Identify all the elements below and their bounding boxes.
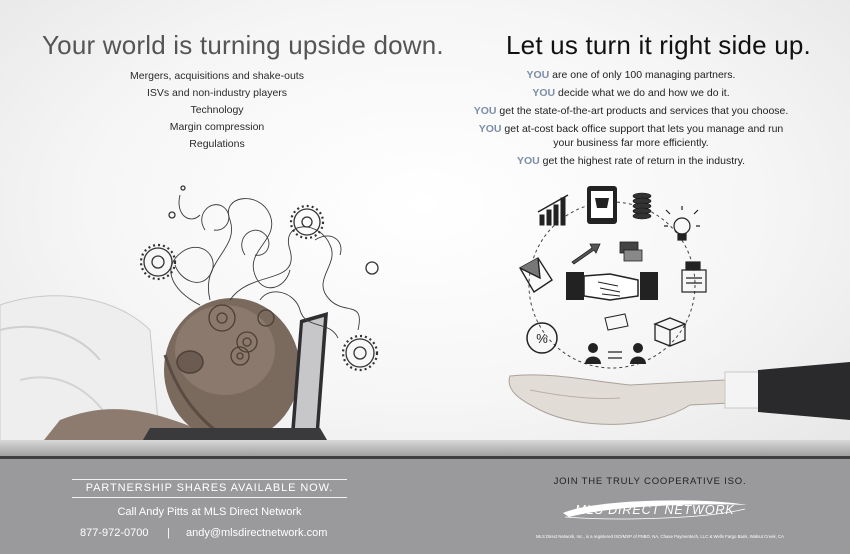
email-link[interactable]: andy@mlsdirectnetwork.com	[186, 527, 328, 539]
join-tagline: JOIN THE TRULY COOPERATIVE ISO.	[553, 476, 747, 487]
list-item: Regulations	[189, 138, 245, 150]
footer-divider	[0, 456, 850, 459]
rule-line	[72, 479, 347, 480]
bar-chart-icon	[538, 195, 568, 225]
you-emphasis: YOU	[516, 155, 540, 167]
you-emphasis: YOU	[526, 69, 550, 81]
coins-icon	[633, 193, 651, 219]
list-item	[456, 154, 806, 168]
list-item	[456, 86, 806, 100]
mls-logo	[555, 495, 755, 525]
cash-register-icon	[682, 262, 706, 292]
desk-surface	[0, 440, 850, 456]
contact-separator: |	[167, 527, 170, 539]
rule-line	[72, 497, 347, 498]
cards-icon	[620, 242, 642, 261]
people-exchange-icon	[585, 343, 646, 364]
svg-text:%: %	[536, 331, 548, 346]
legal-fineprint: MLS Direct Network, Inc., is a registered ISO/MSP of FNBO, NA, Chase Paymentech, LLC & Wells Fargo Bank, Walnut Creek, CA	[535, 534, 785, 539]
logo-text: MLS DIRECT NETWORK	[575, 503, 735, 517]
percent-icon	[527, 323, 557, 353]
benefit-text: are one of only 100 managing partners.	[549, 69, 736, 81]
phone-number[interactable]: 877-972-0700	[80, 527, 149, 539]
partnership-heading: PARTNERSHIP SHARES AVAILABLE NOW.	[85, 482, 334, 494]
benefit-text: get the highest rate of return in the industry.	[539, 155, 746, 167]
left-headline: Your world is turning upside down.	[42, 30, 444, 60]
benefit-text: decide what we do and how we do it.	[555, 87, 730, 99]
list-item: ISVs and non-industry players	[146, 87, 288, 99]
list-item: Technology	[190, 104, 244, 116]
benefits-list	[456, 68, 806, 172]
benefit-text: get at-cost back office support that lets you manage and run your business far more efficiently.	[501, 123, 784, 149]
list-item	[456, 122, 806, 150]
list-item: Mergers, acquisitions and shake-outs	[130, 70, 304, 82]
list-item	[456, 68, 806, 82]
challenges-list	[92, 68, 342, 153]
list-item	[456, 104, 806, 118]
benefit-text: get the state-of-the-art products and services that you choose.	[496, 105, 789, 117]
document-icon	[605, 314, 628, 330]
you-emphasis: YOU	[532, 87, 556, 99]
call-line: Call Andy Pitts at MLS Direct Network	[117, 506, 302, 518]
you-emphasis: YOU	[473, 105, 497, 117]
right-headline: Let us turn it right side up.	[506, 30, 811, 60]
tablet-cart-icon	[587, 186, 617, 224]
you-emphasis: YOU	[478, 123, 502, 135]
arrow-icon	[572, 244, 600, 264]
handshake-icon	[566, 272, 658, 300]
envelope-icon	[520, 258, 552, 292]
list-item: Margin compression	[169, 121, 265, 133]
lightbulb-icon	[664, 206, 700, 240]
